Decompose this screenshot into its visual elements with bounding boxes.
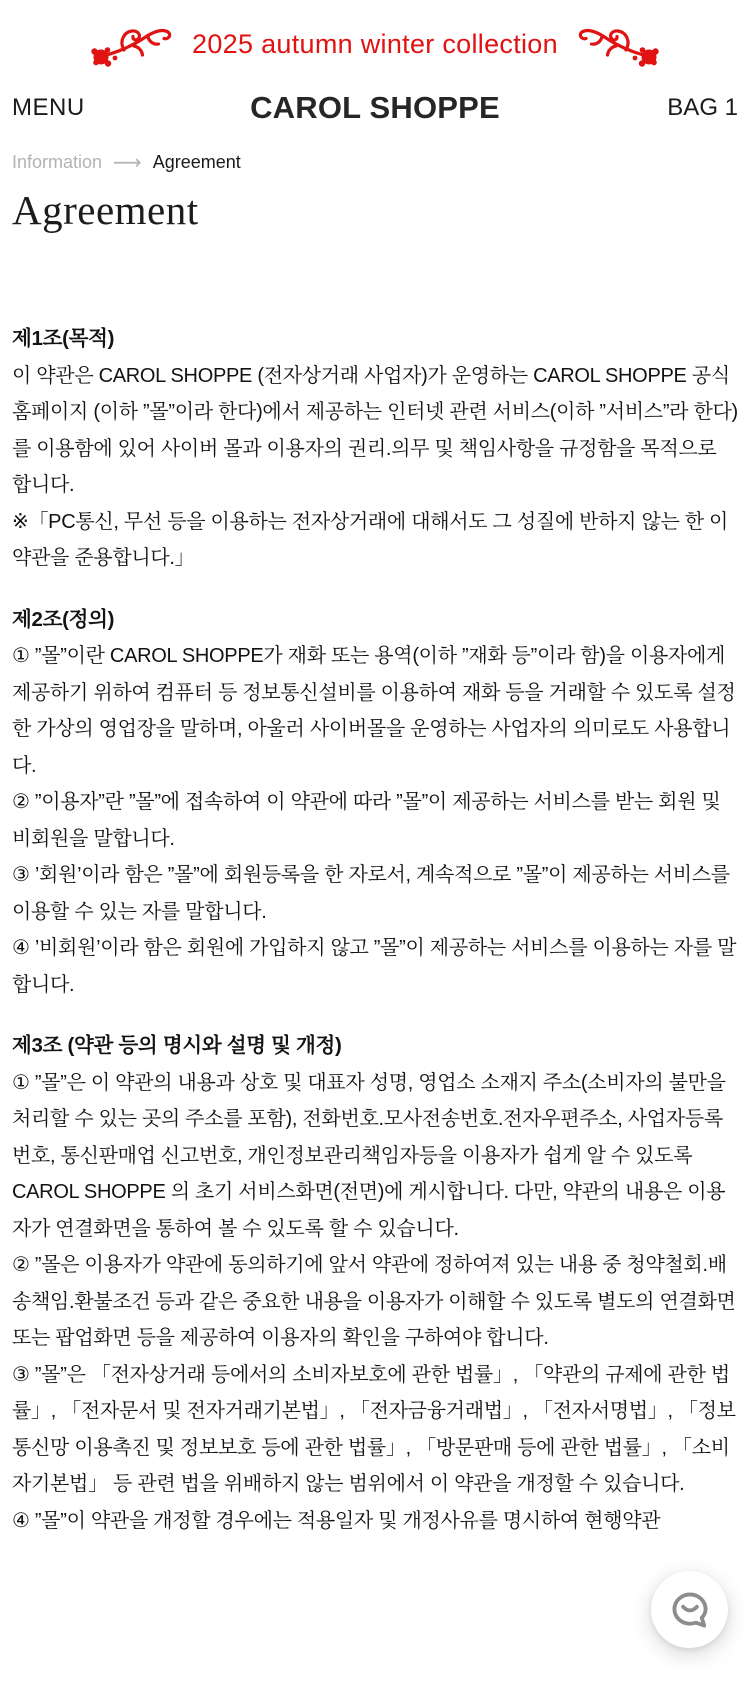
agreement-section-2 xyxy=(12,602,738,1004)
menu-button[interactable]: MENU xyxy=(12,94,85,121)
section-paragraph: ※「PC통신, 무선 등을 이용하는 전자상거래에 대해서도 그 성질에 반하지 않는 한 이 약관을 준용합니다.」 xyxy=(12,510,729,569)
section-heading: 제3조 (약관 등의 명시와 설명 및 개정) xyxy=(12,1034,342,1057)
breadcrumb-current: Agreement xyxy=(152,152,241,172)
agreement-body xyxy=(0,321,750,1539)
floral-flourish-right-icon xyxy=(574,20,662,68)
promo-banner-text: 2025 autumn winter collection xyxy=(192,28,558,59)
bag-button[interactable]: BAG 1 xyxy=(667,94,738,121)
section-paragraph: 이 약관은 CAROL SHOPPE (전자상거래 사업자)가 운영하는 CAROL SHOPPE 공식 홈페이지 (이하 ”몰”이라 한다)에서 제공하는 인터넷 관련 서비스(이하 ”서비스”라 한다)를 이용함에 있어 사이버 몰과 이용자의 권리.의무 및 책임사항을 규정함을 목적으로 합니다. xyxy=(12,364,738,496)
promo-banner[interactable] xyxy=(0,0,750,74)
section-paragraph: ② ”이용자”란 ”몰”에 접속하여 이 약관에 따라 ”몰”이 제공하는 서비스를 받는 회원 및 비회원을 말합니다. xyxy=(12,791,721,850)
section-paragraph: ③ ”몰”은 「전자상거래 등에서의 소비자보호에 관한 법률」, 「약관의 규제에 관한 법률」, 「전자문서 및 전자거래기본법」, 「전자금융거래법」, 「전자서명법」, 「정보통신망 이용촉진 및 정보보호 등에 관한 법률」, 「방문판매 등에 관한 법률」, 「소비자기본법」 등 관련 법을 위배하지 않는 범위에서 이 약관을 개정할 수 있습니다. xyxy=(12,1363,736,1495)
section-paragraph: ② ”몰은 이용자가 약관에 동의하기에 앞서 약관에 정하여져 있는 내용 중 청약철회.배송책임.환불조건 등과 같은 중요한 내용을 이용자가 이해할 수 있도록 별도의 연결화면 또는 팝업화면 등을 제공하여 이용자의 확인을 구하여야 합니다. xyxy=(12,1254,736,1349)
brand-logo[interactable]: CAROL SHOPPE xyxy=(250,90,500,125)
arrow-right-icon: ⟶ xyxy=(113,151,142,174)
section-paragraph: ① ”몰”이란 CAROL SHOPPE가 재화 또는 용역(이하 ”재화 등”이라 함)을 이용자에게 제공하기 위하여 컴퓨터 등 정보통신설비를 이용하여 재화 등을 거래할 수 있도록 설정한 가상의 영업장을 말하며, 아울러 사이버몰을 운영하는 사업자의 의미로도 사용합니다. xyxy=(12,645,736,777)
breadcrumb-parent-link[interactable]: Information xyxy=(12,152,103,172)
agreement-section-1 xyxy=(12,321,738,577)
section-paragraph: ④ ”몰”이 약관을 개정할 경우에는 적용일자 및 개정사유를 명시하여 현행약관 xyxy=(12,1509,661,1532)
section-paragraph: ① ”몰”은 이 약관의 내용과 상호 및 대표자 성명, 영업소 소재지 주소(소비자의 불만을 처리할 수 있는 곳의 주소를 포함), 전화번호.모사전송번호.전자우편주소, 사업자등록번호, 통신판매업 신고번호, 개인정보관리책임자등을 이용자가 쉽게 알 수 있도록 CAROL SHOPPE 의 초기 서비스화면(전면)에 게시합니다. 다만, 약관의 내용은 이용자가 연결화면을 통하여 볼 수 있도록 할 수 있습니다. xyxy=(12,1071,726,1240)
chat-bubble-icon xyxy=(668,1588,712,1632)
page-title: Agreement xyxy=(12,187,199,233)
floral-flourish-left-icon xyxy=(88,20,176,68)
agreement-section-3 xyxy=(12,1028,738,1539)
chat-launcher-button[interactable] xyxy=(651,1571,728,1648)
section-paragraph: ③ ’회원’이라 함은 ”몰”에 회원등록을 한 자로서, 계속적으로 ”몰”이 제공하는 서비스를 이용할 수 있는 자를 말합니다. xyxy=(12,864,730,923)
site-header xyxy=(0,82,750,134)
section-heading: 제2조(정의) xyxy=(12,607,115,631)
section-heading: 제1조(목적) xyxy=(12,327,115,350)
breadcrumb xyxy=(0,152,750,173)
section-paragraph: ④ ’비회원’이라 함은 회원에 가입하지 않고 ”몰”이 제공하는 서비스를 이용하는 자를 말합니다. xyxy=(12,937,737,996)
